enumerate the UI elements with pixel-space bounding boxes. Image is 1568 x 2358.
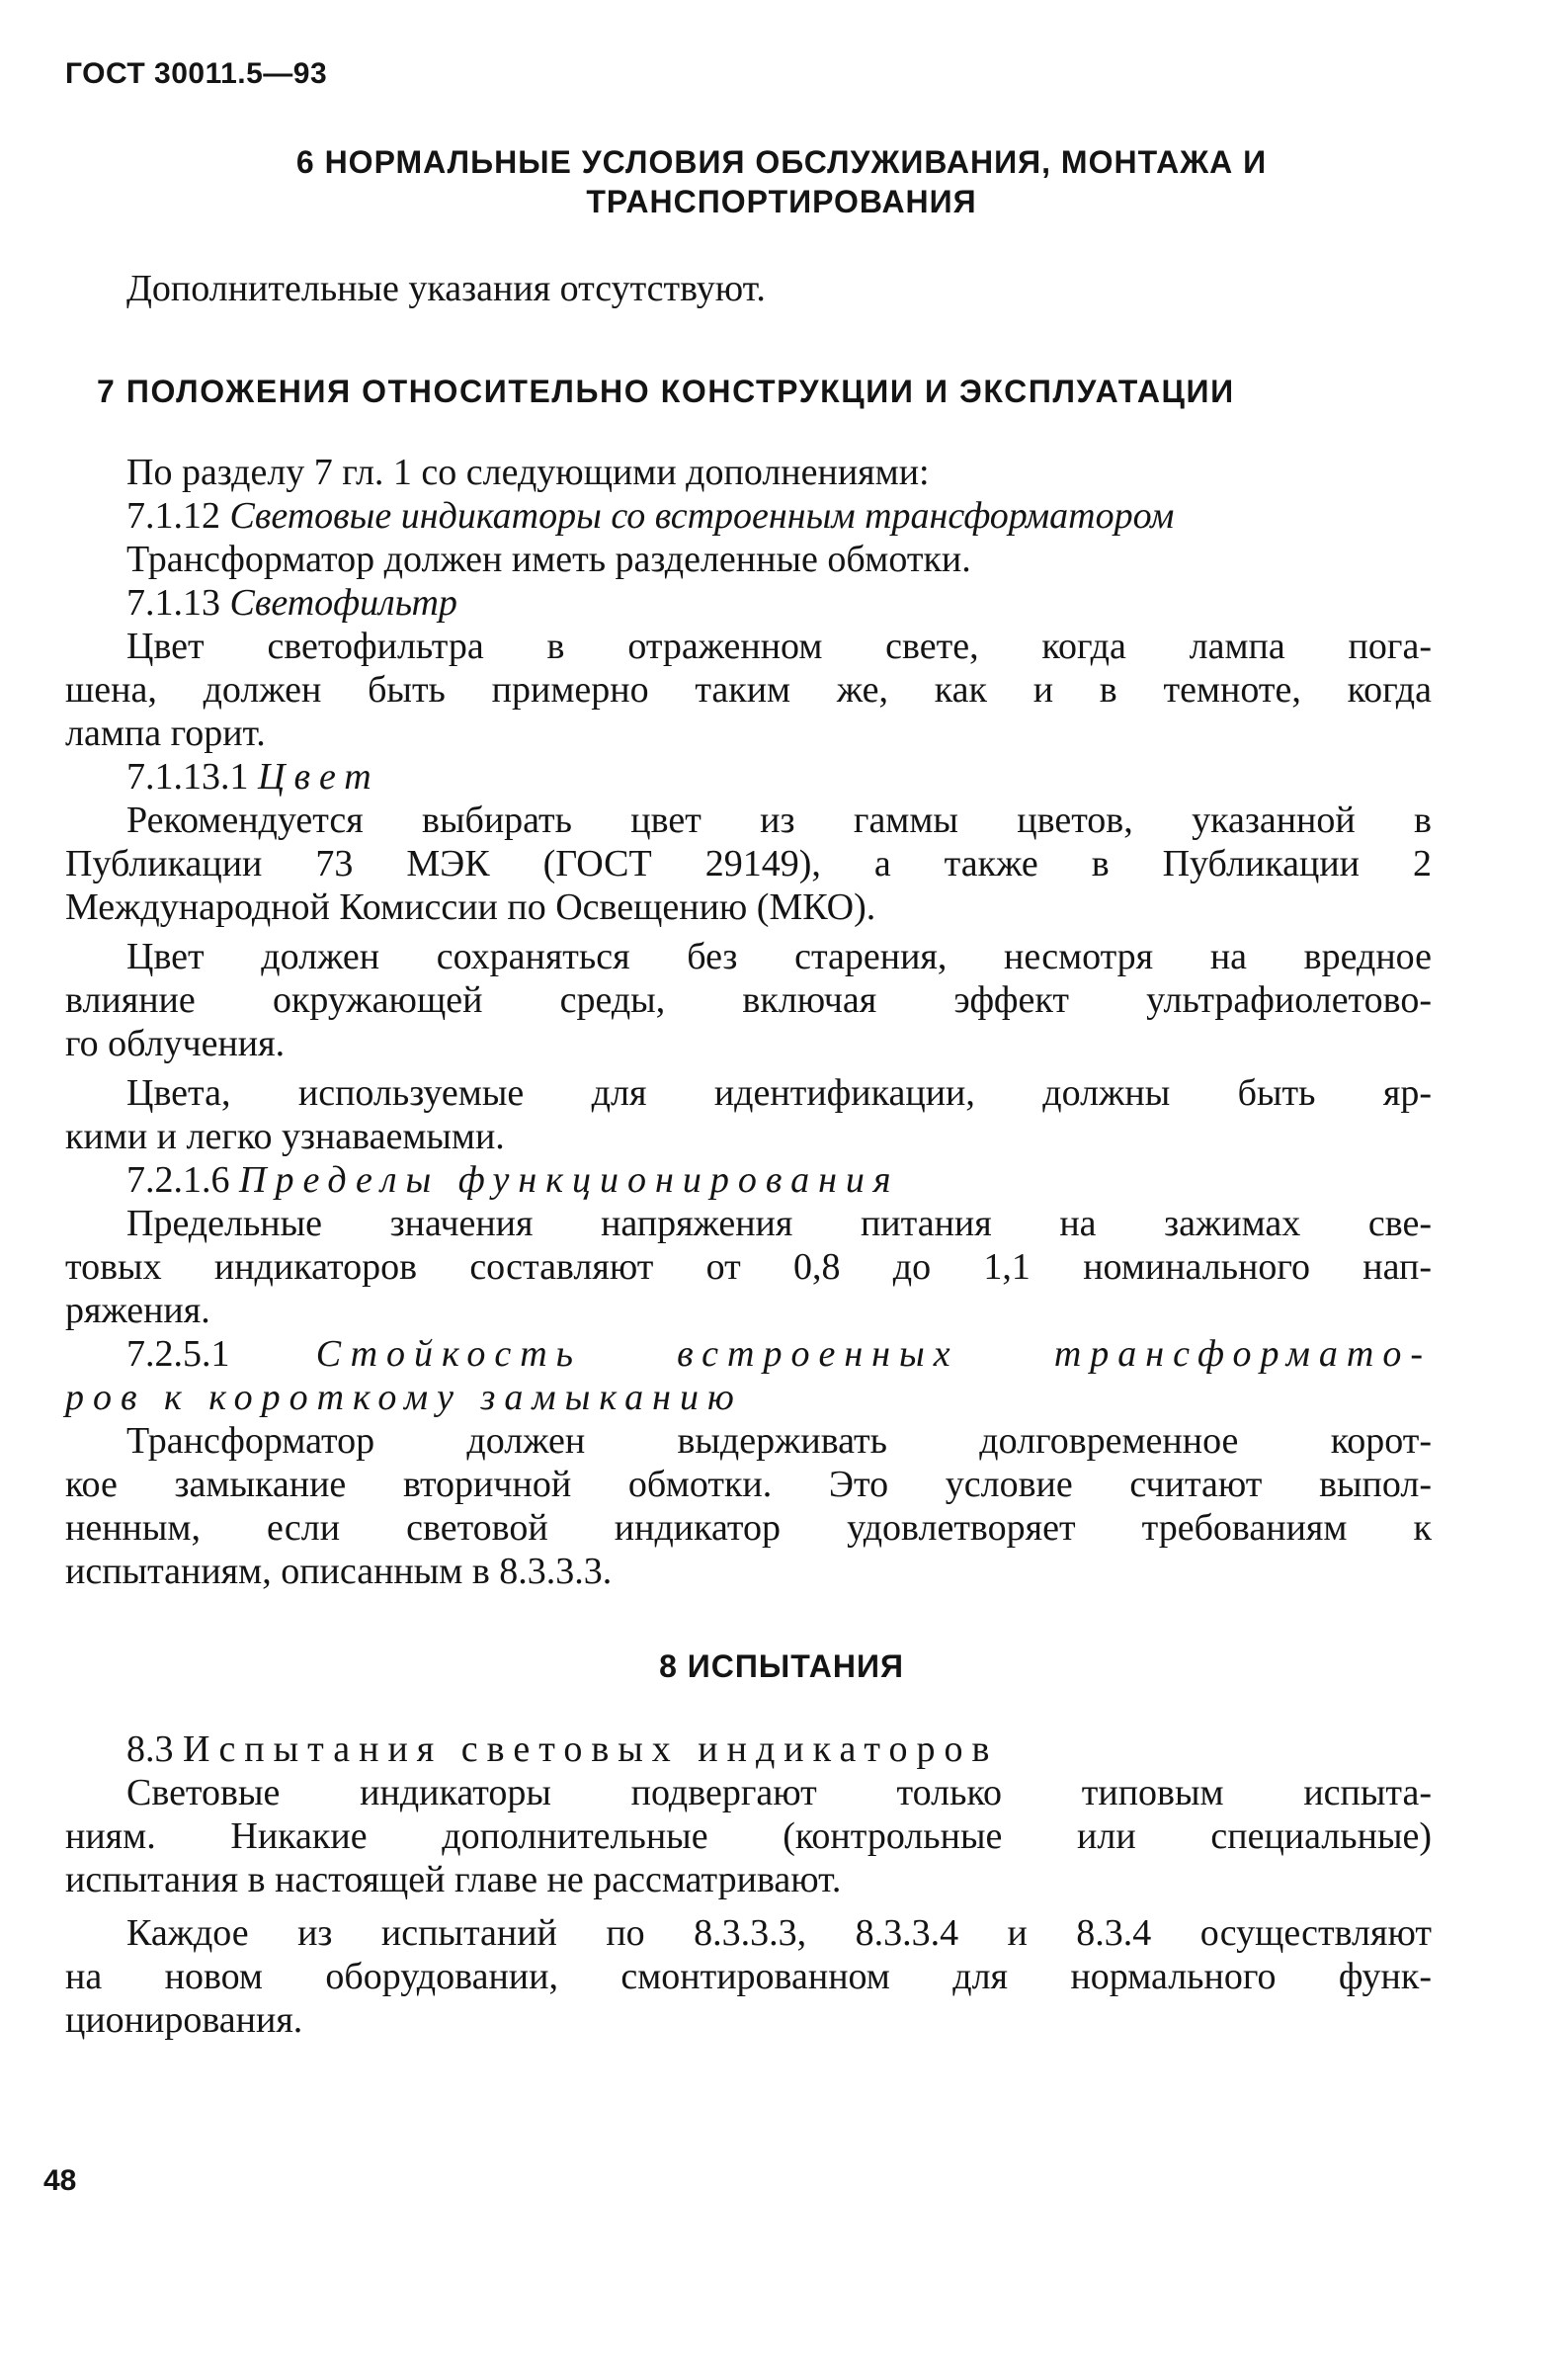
clause-7-1-13-heading [65,581,1432,625]
text-line: лампа горит. [65,713,266,754]
clause-7-1-13-paragraph [65,625,1432,755]
clause-8-3-heading [65,1727,1432,1771]
clause-title: Пределы функционирования [239,1159,900,1201]
text-line: ненным, если световой индикатор удовлетворяет требованиям к [65,1507,1432,1549]
clause-number: 7.1.12 [126,495,220,537]
section-7-intro: По разделу 7 гл. 1 со следующими дополнениями: [126,452,930,493]
text-line: шена, должен быть примерно таким же, как и в темноте, когда [65,669,1432,711]
text-line: Публикации 73 МЭК (ГОСТ 29149), а также в Публикации 2 [65,843,1432,884]
clause-title: Цвет [258,756,380,798]
clause-number: 7.1.13.1 [126,756,249,798]
text-line: влияние окружающей среды, включая эффект ультрафиолетово- [65,979,1432,1021]
text-line: го облучения. [65,1023,286,1064]
page-number: 48 [43,2164,77,2197]
text-line: на новом оборудовании, смонтированном для нормального функ- [65,1956,1432,1997]
text-line: Международной Комиссии по Освещению (МКО). [65,886,876,928]
clause-8-3-paragraph-2 [65,1911,1432,2042]
clause-title: Стойкость встроенных трансформато- [315,1333,1432,1375]
clause-8-3-paragraph-1 [65,1771,1432,1901]
clause-7-2-1-6-heading [65,1158,1432,1202]
text-line: кое замыкание вторичной обмотки. Это условие считают выпол- [65,1464,1432,1505]
clause-7-1-13-1-paragraph-3 [65,1071,1432,1158]
text-line: ряжения. [65,1290,210,1331]
clause-title: Испытания световых индикаторов [183,1728,999,1770]
clause-title-continued: ров к короткому замыканию [65,1377,743,1418]
text-line: испытания в настоящей главе не рассматривают. [65,1859,842,1900]
clause-7-2-1-6-paragraph [65,1202,1432,1332]
section-8-heading: 8 ИСПЫТАНИЯ [659,1648,904,1684]
text-line: испытаниям, описанным в 8.3.3.3. [65,1551,613,1592]
text-line: Световые индикаторы подвергают только типовым испыта- [126,1772,1432,1813]
section-6-heading [65,142,1498,221]
text-line: Каждое из испытаний по 8.3.3.3, 8.3.3.4 и 8.3.4 осуществляют [126,1912,1432,1954]
text-line: Трансформатор должен выдерживать долговременное корот- [126,1420,1432,1462]
clause-7-1-13-1-paragraph-2 [65,935,1432,1065]
text-line: кими и легко узнаваемыми. [65,1116,505,1157]
text-line: товых индикаторов составляют от 0,8 до 1,1 номинального нап- [65,1246,1432,1288]
clause-7-2-5-1-paragraph [65,1419,1432,1593]
text-line: Предельные значения напряжения питания на зажимах све- [126,1203,1432,1244]
section-7-heading: 7 ПОЛОЖЕНИЯ ОТНОСИТЕЛЬНО КОНСТРУКЦИИ И ЭКСПЛУАТАЦИИ [97,374,1235,409]
clause-7-2-5-1-heading [65,1332,1432,1419]
text-line: Цвет должен сохраняться без старения, несмотря на вредное [126,936,1432,977]
clause-title: Светофильтр [229,582,457,624]
text-line: Рекомендуется выбирать цвет из гаммы цветов, указанной в [126,800,1432,841]
text-line: Цвета, используемые для идентификации, должны быть яр- [126,1072,1432,1114]
clause-7-1-13-1-paragraph-1 [65,799,1432,929]
text-line: Цвет светофильтра в отраженном свете, когда лампа пога- [126,626,1432,667]
section-7-body [65,451,1432,1593]
section-6-heading-line2: ТРАНСПОРТИРОВАНИЯ [586,184,977,219]
clause-title: Световые индикаторы со встроенным трансформатором [229,495,1175,537]
clause-heading-line [65,1332,1432,1376]
section-6-heading-line1: 6 НОРМАЛЬНЫЕ УСЛОВИЯ ОБСЛУЖИВАНИЯ, МОНТАЖА И [295,144,1268,180]
text-line: ционирования. [65,1999,303,2041]
clause-7-1-13-1-heading [65,755,1432,799]
clause-7-1-12-text: Трансформатор должен иметь разделенные обмотки. [126,539,971,580]
section-6-text: Дополнительные указания отсутствуют. [126,268,766,309]
document-header: ГОСТ 30011.5—93 [65,57,328,90]
clause-number: 7.1.13 [126,582,220,624]
section-8-body [65,1727,1432,2042]
clause-number: 7.2.1.6 [126,1159,230,1201]
clause-7-1-12-heading [65,494,1432,538]
text-line: ниям. Никакие дополнительные (контрольные или специальные) [65,1815,1432,1857]
clause-number: 7.2.5.1 [126,1333,230,1375]
clause-number: 8.3 [126,1728,174,1770]
